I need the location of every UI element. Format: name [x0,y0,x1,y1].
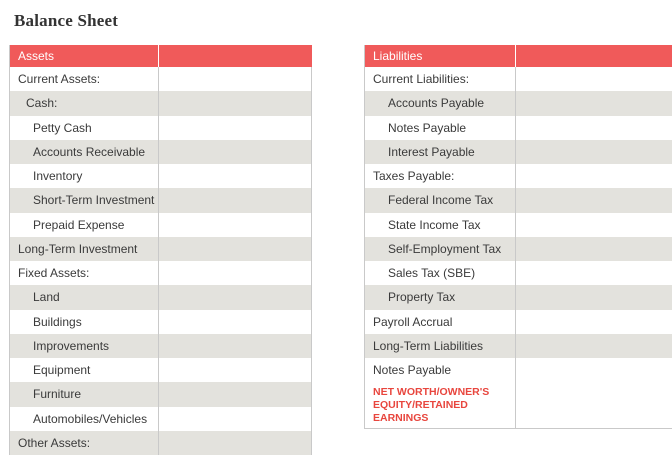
table-row [10,237,312,261]
table-row [365,164,672,188]
assets-table [9,45,312,455]
value-cell[interactable] [159,358,312,382]
table-row [10,140,312,164]
row-label: Automobiles/Vehicles [10,407,159,431]
row-label: State Income Tax [365,213,516,237]
table-row [10,261,312,285]
table-row [365,310,672,334]
assets-header: Assets [10,45,159,67]
net-worth-label: NET WORTH/OWNER'S EQUITY/RETAINED EARNINGS [365,382,516,428]
value-cell[interactable] [516,285,672,309]
value-cell[interactable] [159,116,312,140]
value-cell[interactable] [159,382,312,406]
assets-header-row [10,45,312,67]
value-cell[interactable] [516,91,672,115]
liabilities-header: Liabilities [365,45,516,67]
row-label: Furniture [10,382,159,406]
value-cell[interactable] [159,261,312,285]
value-cell[interactable] [516,140,672,164]
row-label: Land [10,285,159,309]
row-label: Fixed Assets: [10,261,159,285]
table-row [10,285,312,309]
row-label: Interest Payable [365,140,516,164]
row-label: Current Liabilities: [365,67,516,91]
row-label: Long-Term Liabilities [365,334,516,358]
value-cell[interactable] [159,310,312,334]
row-label: Long-Term Investment [10,237,159,261]
table-row [10,213,312,237]
table-row [365,334,672,358]
value-cell[interactable] [159,407,312,431]
table-row [365,116,672,140]
value-cell[interactable] [516,164,672,188]
row-label: Notes Payable [365,358,516,382]
value-cell[interactable] [159,334,312,358]
table-row [10,310,312,334]
row-label: Petty Cash [10,116,159,140]
value-cell[interactable] [159,237,312,261]
table-row [365,261,672,285]
net-worth-row [365,382,672,428]
table-row [365,213,672,237]
value-cell[interactable] [516,358,672,382]
table-row [10,382,312,406]
row-label: Short-Term Investment [10,188,159,212]
table-row [365,188,672,212]
row-label: Equipment [10,358,159,382]
row-label: Cash: [10,91,159,115]
row-label: Accounts Receivable [10,140,159,164]
table-row [10,431,312,455]
value-cell[interactable] [159,213,312,237]
value-cell[interactable] [159,164,312,188]
value-cell[interactable] [159,285,312,309]
table-row [10,116,312,140]
row-label: Self-Employment Tax [365,237,516,261]
row-label: Current Assets: [10,67,159,91]
value-cell[interactable] [159,67,312,91]
net-worth-value[interactable] [516,382,672,428]
table-row [365,67,672,91]
row-label: Notes Payable [365,116,516,140]
value-cell[interactable] [159,91,312,115]
table-row [365,285,672,309]
table-row [365,237,672,261]
row-label: Improvements [10,334,159,358]
table-row [10,67,312,91]
value-cell[interactable] [516,237,672,261]
value-cell[interactable] [516,310,672,334]
assets-header-value [159,45,312,67]
table-row [10,188,312,212]
value-cell[interactable] [516,334,672,358]
value-cell[interactable] [516,116,672,140]
page-title: Balance Sheet [14,11,118,31]
row-label: Federal Income Tax [365,188,516,212]
liabilities-table [364,45,672,429]
value-cell[interactable] [516,213,672,237]
row-label: Prepaid Expense [10,213,159,237]
liabilities-header-row [365,45,672,67]
value-cell[interactable] [159,140,312,164]
value-cell[interactable] [516,188,672,212]
row-label: Inventory [10,164,159,188]
row-label: Sales Tax (SBE) [365,261,516,285]
row-label: Buildings [10,310,159,334]
table-row [365,358,672,382]
value-cell[interactable] [516,67,672,91]
value-cell[interactable] [159,431,312,455]
value-cell[interactable] [159,188,312,212]
row-label: Payroll Accrual [365,310,516,334]
table-row [365,140,672,164]
row-label: Property Tax [365,285,516,309]
row-label: Accounts Payable [365,91,516,115]
row-label: Taxes Payable: [365,164,516,188]
liabilities-header-value [516,45,672,67]
value-cell[interactable] [516,261,672,285]
table-row [365,91,672,115]
table-row [10,334,312,358]
table-row [10,91,312,115]
row-label: Other Assets: [10,431,159,455]
table-row [10,358,312,382]
table-row [10,164,312,188]
table-row [10,407,312,431]
